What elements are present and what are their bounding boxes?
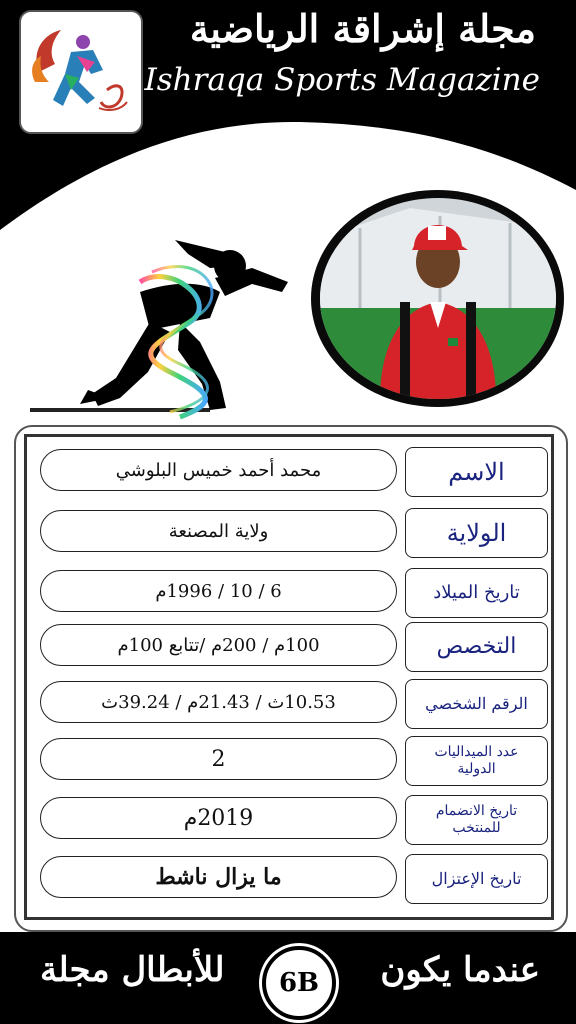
- row-birthdate: [0, 570, 576, 620]
- personal-best-value: 10.53ث / 21.43م / 39.24ث: [40, 681, 397, 723]
- athlete-photo: [320, 198, 556, 399]
- row-retirement: [0, 856, 576, 906]
- team-join-label: تاريخ الانضمام للمنتخب: [405, 795, 548, 845]
- province-value: ولاية المصنعة: [40, 510, 397, 552]
- profile-table: [24, 434, 554, 920]
- magazine-title-arabic: مجلة إشراقة الرياضية: [189, 6, 536, 51]
- birthdate-label: تاريخ الميلاد: [405, 568, 548, 618]
- row-specialty: [0, 624, 576, 674]
- footer-slogan-right: عندما يكون: [380, 950, 540, 990]
- row-medals: [0, 738, 576, 788]
- province-label: الولاية: [405, 508, 548, 558]
- row-personal-best: [0, 681, 576, 731]
- row-province: [0, 510, 576, 560]
- footer-slogan-left: للأبطال مجلة: [40, 950, 225, 990]
- name-label: الاسم: [405, 447, 548, 497]
- specialty-label: التخصص: [405, 622, 548, 672]
- magazine-title-english: Ishraqa Sports Magazine: [144, 62, 540, 98]
- personal-best-label: الرقم الشخصي: [405, 679, 548, 729]
- row-name: [0, 449, 576, 499]
- specialty-value: 100م / 200م /تتابع 100م: [40, 624, 397, 666]
- footer-badge: 6B: [262, 946, 336, 1020]
- magazine-logo: [19, 10, 143, 134]
- team-join-value: 2019م: [40, 797, 397, 839]
- medals-value: 2: [40, 738, 397, 780]
- sprinter-illustration: [20, 222, 300, 422]
- row-team-join: [0, 797, 576, 847]
- medals-label: عدد الميداليات الدولية: [405, 736, 548, 786]
- retirement-value: ما يزال ناشط: [40, 856, 397, 898]
- birthdate-value: 6 / 10 / 1996م: [40, 570, 397, 612]
- retirement-label: تاريخ الإعتزال: [405, 854, 548, 904]
- name-value: محمد أحمد خميس البلوشي: [40, 449, 397, 491]
